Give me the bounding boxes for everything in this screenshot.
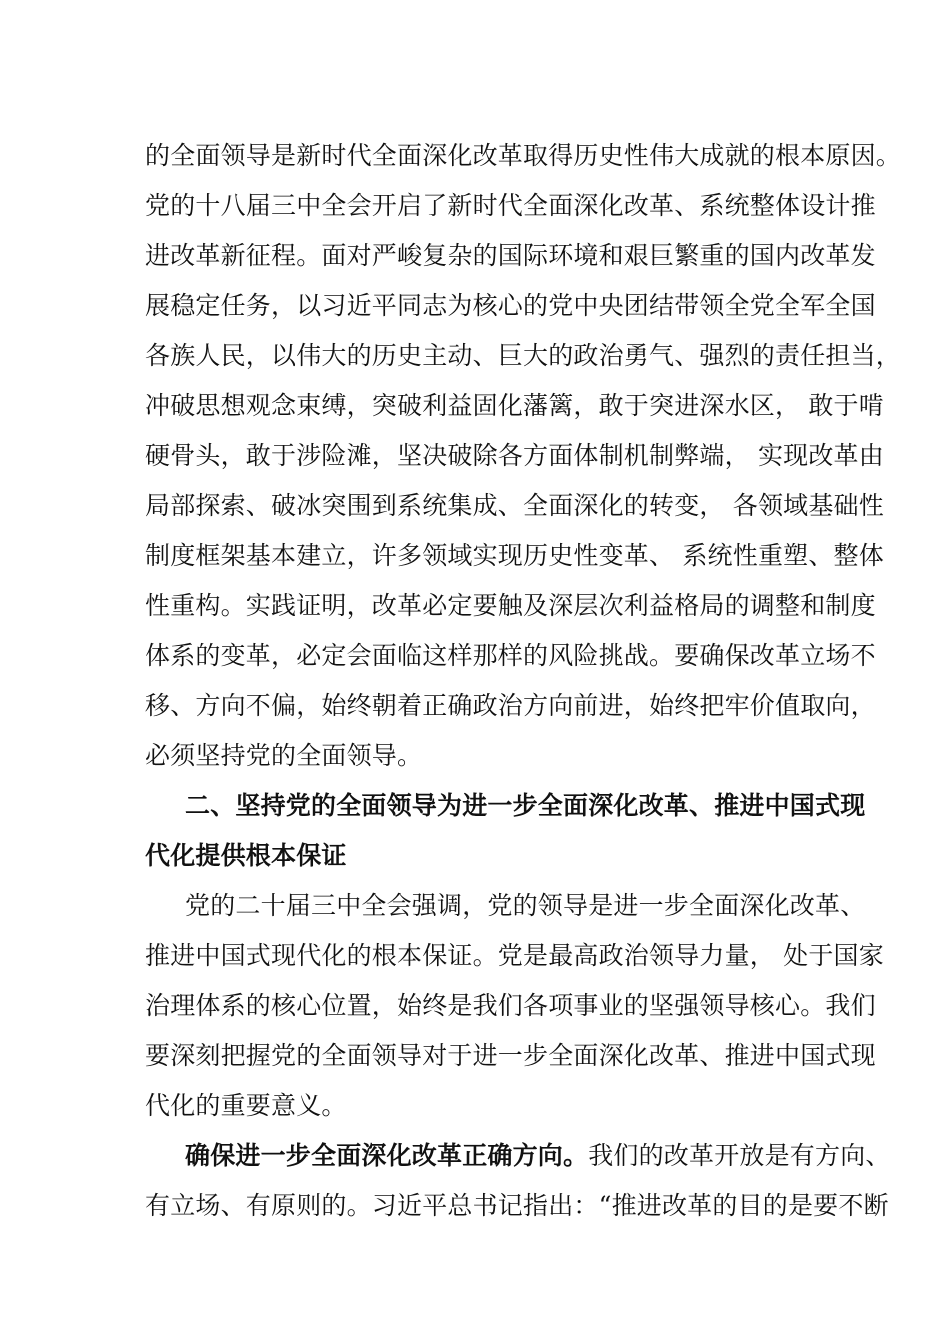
body-text-line: 硬骨头，敢于涉险滩，坚决破除各方面体制机制弊端， 实现改革由 [145, 441, 884, 470]
body-text-line: 制度框架基本建立，许多领域实现历史性变革、 系统性重塑、整体 [145, 541, 884, 570]
body-text-line: 必须坚持党的全面领导。 [145, 741, 423, 770]
body-text-line: 性重构。实践证明，改革必定要触及深层次利益格局的调整和制度 [145, 591, 876, 620]
section-heading: 二、坚持党的全面领导为进一步全面深化改革、推进中国式现 [185, 791, 866, 820]
body-text-line: 治理体系的核心位置，始终是我们各项事业的坚强领导核心。我们 [145, 991, 876, 1020]
body-text-line: 代化的重要意义。 [145, 1091, 347, 1120]
body-text-line: 局部探索、破冰突围到系统集成、全面深化的转变， 各领域基础性 [145, 491, 884, 520]
body-text-line: 冲破思想观念束缚，突破利益固化藩篱，敢于突进深水区， 敢于啃 [145, 391, 884, 420]
body-text-line: 的全面领导是新时代全面深化改革取得历史性伟大成就的根本原因。 [145, 141, 902, 170]
body-text-line: 展稳定任务，以习近平同志为核心的党中央团结带领全党全军全国 [145, 291, 876, 320]
body-text-line: 各族人民，以伟大的历史主动、巨大的政治勇气、强烈的责任担当， [145, 341, 902, 370]
section-heading-continued: 代化提供根本保证 [145, 841, 347, 870]
paragraph-lead-line [185, 1138, 891, 1174]
body-text-line: 进改革新征程。面对严峻复杂的国际环境和艰巨繁重的国内改革发 [145, 241, 876, 270]
body-text-line: 推进中国式现代化的根本保证。党是最高政治领导力量， 处于国家 [145, 941, 884, 970]
lead-line-rest: 我们的改革开放是有方向、 [588, 1141, 891, 1170]
bold-lead-sentence: 确保进一步全面深化改革正确方向。 [185, 1141, 589, 1170]
body-text-line: 要深刻把握党的全面领导对于进一步全面深化改革、推进中国式现 [145, 1041, 876, 1070]
body-text-line: 体系的变革，必定会面临这样那样的风险挑战。要确保改革立场不 [145, 641, 876, 670]
body-text-line: 党的十八届三中全会开启了新时代全面深化改革、系统整体设计推 [145, 191, 876, 220]
body-text-line: 移、方向不偏，始终朝着正确政治方向前进，始终把牢价值取向， [145, 691, 876, 720]
body-text-line: 有立场、有原则的。习近平总书记指出：“推进改革的目的是要不断 [145, 1191, 889, 1220]
body-text-line: 党的二十届三中全会强调，党的领导是进一步全面深化改革、 [185, 891, 866, 920]
